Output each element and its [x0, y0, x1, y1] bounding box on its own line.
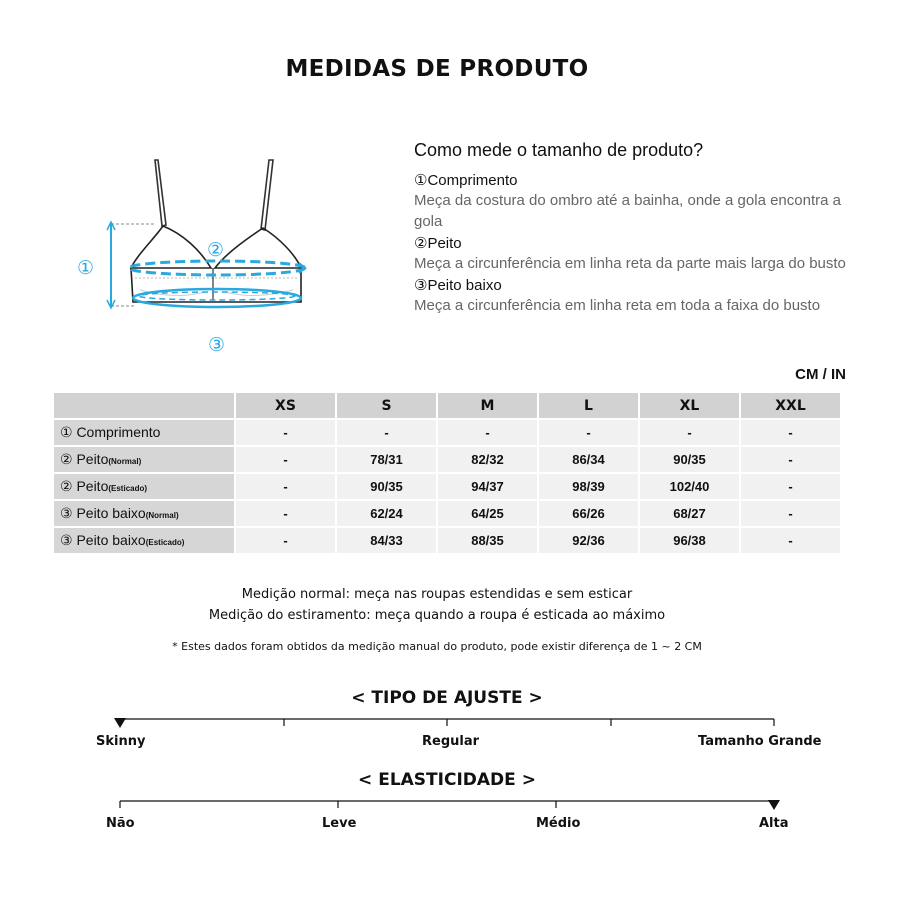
row-label-suffix: (Normal)	[145, 511, 179, 520]
table-cell: 84/33	[337, 528, 436, 553]
elasticity-label-high: Alta	[759, 816, 789, 831]
marker-3: ③	[208, 334, 226, 356]
table-cell: -	[640, 420, 739, 445]
row-label-suffix: (Esticado)	[145, 538, 185, 547]
row-label-text: ③ Peito baixo	[60, 505, 146, 521]
elasticity-selected-marker	[768, 800, 780, 810]
header-size: XXL	[741, 393, 840, 418]
page-title: MEDIDAS DE PRODUTO	[285, 56, 589, 82]
fit-label-skinny: Skinny	[96, 734, 146, 749]
elasticity-scale-title: < ELASTICIDADE >	[358, 770, 536, 790]
fit-scale-title: < TIPO DE AJUSTE >	[351, 688, 543, 708]
row-label-text: ① Comprimento	[60, 424, 161, 440]
howto-heading-chest: ②Peito	[414, 235, 462, 252]
marker-2: ②	[207, 239, 225, 261]
marker-1: ①	[77, 257, 95, 279]
table-cell: -	[741, 420, 840, 445]
table-cell: -	[236, 528, 335, 553]
row-label-text: ③ Peito baixo	[60, 532, 146, 548]
header-size: S	[337, 393, 436, 418]
header-blank	[54, 393, 234, 418]
header-size: M	[438, 393, 537, 418]
table-cell: 98/39	[539, 474, 638, 499]
note-normal: Medição normal: meça nas roupas estendidas e sem esticar	[241, 587, 633, 602]
table-row	[54, 474, 840, 499]
table-row	[54, 528, 840, 553]
disclaimer: * Estes dados foram obtidos da medição manual do produto, pode existir diferença de 1 ~ 2 CM	[172, 640, 702, 653]
row-label	[54, 501, 234, 526]
header-size: XL	[640, 393, 739, 418]
howto-heading-underbust: ③Peito baixo	[414, 277, 502, 294]
table-cell: -	[741, 528, 840, 553]
table-cell: 66/26	[539, 501, 638, 526]
table-row	[54, 447, 840, 472]
fit-label-regular: Regular	[422, 734, 480, 749]
row-label-text: ② Peito	[60, 451, 109, 467]
table-cell: -	[741, 501, 840, 526]
table-cell: 96/38	[640, 528, 739, 553]
howto-question: Como mede o tamanho de produto?	[414, 140, 704, 160]
note-stretch: Medição do estiramento: meça quando a roupa é esticada ao máximo	[208, 608, 666, 623]
table-cell: 78/31	[337, 447, 436, 472]
howto-desc-chest: Meça a circunferência em linha reta da parte mais larga do busto	[414, 255, 846, 272]
row-label	[54, 528, 234, 553]
table-cell: 94/37	[438, 474, 537, 499]
howto-desc-length: Meça da costura do ombro até a bainha, onde a gola encontra a gola	[414, 192, 841, 230]
fit-scale	[120, 719, 774, 726]
right-strap	[261, 160, 273, 230]
size-table-header	[54, 393, 840, 418]
header-size: L	[539, 393, 638, 418]
howto-desc-underbust: Meça a circunferência em linha reta em toda a faixa do busto	[414, 297, 821, 314]
row-label-suffix: (Normal)	[108, 457, 142, 466]
row-label-suffix: (Esticado)	[108, 484, 148, 493]
table-cell: -	[741, 447, 840, 472]
table-cell: 62/24	[337, 501, 436, 526]
table-cell: -	[236, 447, 335, 472]
table-row	[54, 501, 840, 526]
row-label	[54, 474, 234, 499]
row-label-text: ② Peito	[60, 478, 109, 494]
elasticity-label-medium: Médio	[536, 816, 581, 831]
table-row	[54, 420, 840, 445]
table-cell: -	[741, 474, 840, 499]
table-cell: 64/25	[438, 501, 537, 526]
table-cell: 90/35	[640, 447, 739, 472]
how-to-measure	[414, 140, 854, 318]
table-cell: -	[337, 420, 436, 445]
table-cell: -	[438, 420, 537, 445]
table-cell: 88/35	[438, 528, 537, 553]
row-label	[54, 447, 234, 472]
measurement-notes	[0, 584, 874, 626]
left-strap	[155, 160, 166, 226]
row-label	[54, 420, 234, 445]
unit-label: CM / IN	[795, 366, 846, 383]
elasticity-label-light: Leve	[322, 816, 357, 831]
size-table	[52, 391, 842, 555]
bra-measurement-illustration	[55, 150, 345, 365]
header-size: XS	[236, 393, 335, 418]
table-cell: 90/35	[337, 474, 436, 499]
table-cell: -	[236, 420, 335, 445]
table-cell: 86/34	[539, 447, 638, 472]
elasticity-label-none: Não	[106, 816, 135, 831]
table-cell: 82/32	[438, 447, 537, 472]
elasticity-scale	[120, 801, 774, 808]
table-cell: -	[236, 474, 335, 499]
table-cell: 92/36	[539, 528, 638, 553]
howto-heading-length: ①Comprimento	[414, 172, 518, 189]
table-cell: 68/27	[640, 501, 739, 526]
table-cell: -	[236, 501, 335, 526]
fit-selected-marker	[114, 718, 126, 728]
fit-label-large: Tamanho Grande	[698, 734, 822, 749]
table-cell: 102/40	[640, 474, 739, 499]
table-cell: -	[539, 420, 638, 445]
